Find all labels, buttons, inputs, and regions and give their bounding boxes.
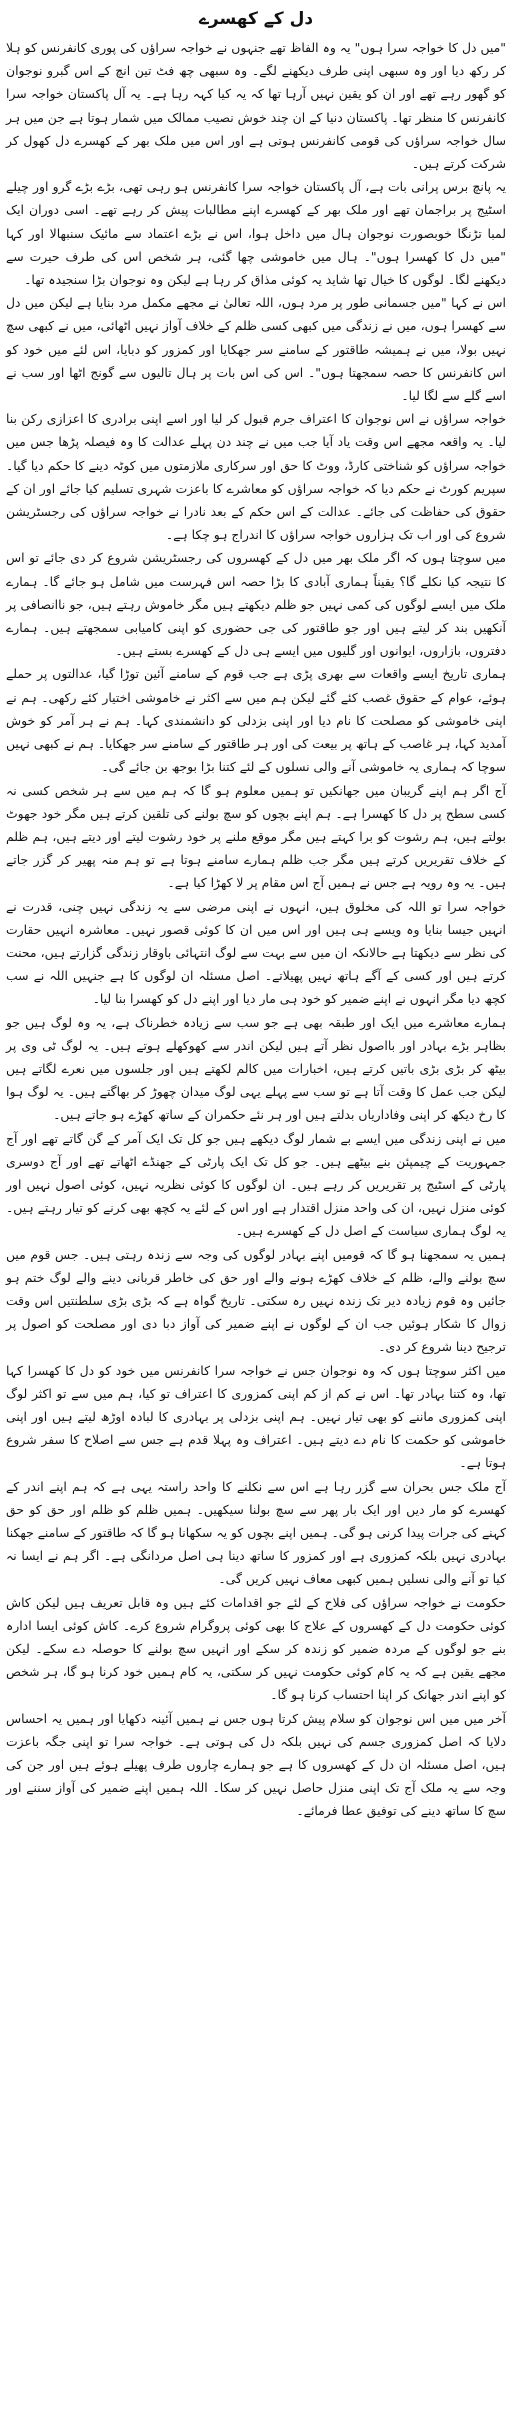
body-paragraph: میں اکثر سوچتا ہوں کہ وہ نوجوان جس نے خواجہ سرا کانفرنس میں خود کو دل کا کھسرا کہا تھا، وہ کتنا بہادر تھا۔ اس نے کم از کم اپنی کمزوری کا اعتراف تو کیا، ہم میں سے تو اکثر لوگ اپنی کمزوری ماننے کو بھی تیار نہیں۔ ہم اپنی بزدلی پر بہادری کا لبادہ اوڑھ لیتے ہیں اور اپنی خاموشی کو حکمت کا نام دے دیتے ہیں۔ اعتراف وہ پہلا قدم ہے جس سے اصلاح کا سفر شروع ہوتا ہے۔ [6,1362,506,1471]
body-paragraph: خواجہ سرا تو اللہ کی مخلوق ہیں، انہوں نے اپنی مرضی سے یہ زندگی نہیں چنی، قدرت نے انہیں جیسا بنایا وہ ویسے ہی ہیں اور اس میں ان کا کوئی قصور نہیں۔ معاشرہ انہیں حقارت کی نظر سے دیکھتا ہے حالانکہ ان میں سے بہت سے لوگ انتہائی باوقار زندگی گزارتے ہیں، محنت کرتے ہیں اور کسی کے آگے ہاتھ نہیں پھیلاتے۔ اصل مسئلہ ان لوگوں کا ہے جنہیں اللہ نے سب کچھ دیا مگر انہوں نے اپنے ضمیر کو خود ہی مار دیا اور اپنے دل کو کھسرا بنا لیا۔ [6,898,506,1007]
body-paragraph: خواجہ سراؤں نے اس نوجوان کا اعتراف جرم قبول کر لیا اور اسے اپنی برادری کا اعزازی رکن بنا لیا۔ یہ واقعہ مجھے اس وقت یاد آیا جب میں نے چند دن پہلے عدالت کا وہ فیصلہ پڑھا جس میں خواجہ سراؤں کو شناختی کارڈ، ووٹ کا حق اور سرکاری ملازمتوں میں کوٹہ دینے کا حکم دیا گیا۔ سپریم کورٹ نے حکم دیا کہ خواجہ سراؤں کو معاشرے کا باعزت شہری تسلیم کیا جائے اور ان کے حقوق کی حفاظت کی جائے۔ عدالت کے اس حکم کے بعد نادرا نے خواجہ سراؤں کی رجسٹریشن شروع کی اور اب تک ہزاروں خواجہ سراؤں کا اندراج ہو چکا ہے۔ [6,411,506,543]
body-paragraph: میں سوچتا ہوں کہ اگر ملک بھر میں دل کے کھسروں کی رجسٹریشن شروع کر دی جائے تو اس کا نتیجہ کیا نکلے گا؟ یقیناً ہماری آبادی کا بڑا حصہ اس فہرست میں شامل ہو جائے گا۔ ہمارے ملک میں ایسے لوگوں کی کمی نہیں جو ظلم دیکھتے ہیں مگر خاموش رہتے ہیں، جو ناانصافی پر آنکھیں بند کر لیتے ہیں اور جو طاقتور کی جی حضوری کو اپنی کامیابی سمجھتے ہیں۔ ہمارے دفتروں، بازاروں، ایوانوں اور گلیوں میں ایسے ہی دل کے کھسرے بستے ہیں۔ [6,550,506,659]
body-paragraph: "میں دل کا خواجہ سرا ہوں" یہ وہ الفاظ تھے جنہوں نے خواجہ سراؤں کی پوری کانفرنس کو ہلا کر رکھ دیا اور وہ سبھی اپنی طرف دیکھنے لگے۔ وہ سبھی چھ فٹ تین انچ کے اس گبرو نوجوان کو گھور رہے تھے اور ان کو یقین نہیں آرہا تھا کہ یہ کیا کہہ رہا ہے۔ یہ آل پاکستان خواجہ سرا کانفرنس کا منظر تھا۔ پاکستان دنیا کے ان چند خوش نصیب ممالک میں شمار ہوتا ہے جن میں ہر سال خواجہ سراؤں کی قومی کانفرنس ہوتی ہے اور اس میں ملک بھر کے کھسرے دل کھول کر شرکت کرتے ہیں۔ [6,40,506,172]
body-paragraph: ہماری تاریخ ایسے واقعات سے بھری پڑی ہے جب قوم کے سامنے آئین توڑا گیا، عدالتوں پر حملے ہوئے، عوام کے حقوق غصب کئے گئے لیکن ہم میں سے اکثر نے خاموشی اختیار کئے رکھی۔ ہم نے اپنی خاموشی کو مصلحت کا نام دیا اور اپنی بزدلی کو دانشمندی کہا۔ ہم نے ہر آمر کو خوش آمدید کہا، ہر غاصب کے ہاتھ پر بیعت کی اور ہر طاقتور کے سامنے سر جھکایا۔ ہم نے کبھی نہیں سوچا کہ ہماری یہ خاموشی آنے والی نسلوں کے لئے کتنا بڑا بوجھ بن جائے گی۔ [6,666,506,775]
body-paragraph: آج اگر ہم اپنے گریبان میں جھانکیں تو ہمیں معلوم ہو گا کہ ہم میں سے ہر شخص کسی نہ کسی سطح پر دل کا کھسرا ہے۔ ہم اپنے بچوں کو سچ بولنے کی تلقین کرتے ہیں مگر خود جھوٹ بولتے ہیں، ہم رشوت کو برا کہتے ہیں مگر موقع ملنے پر خود رشوت لیتے اور دیتے ہیں، ہم ظلم کے خلاف تقریریں کرتے ہیں مگر جب ظلم ہمارے سامنے ہوتا ہے تو ہم منہ پھیر کر گزر جاتے ہیں۔ یہ وہ رویہ ہے جس نے ہمیں آج اس مقام پر لا کھڑا کیا ہے۔ [6,782,506,891]
body-paragraph: ہمارے معاشرے میں ایک اور طبقہ بھی ہے جو سب سے زیادہ خطرناک ہے، یہ وہ لوگ ہیں جو بظاہر بڑے بہادر اور بااصول نظر آتے ہیں لیکن اندر سے کھوکھلے ہوتے ہیں۔ یہ لوگ ٹی وی پر بیٹھ کر بڑی بڑی باتیں کرتے ہیں، اخبارات میں کالم لکھتے ہیں اور جلسوں میں نعرے لگاتے ہیں لیکن جب عمل کا وقت آتا ہے تو سب سے پہلے یہی لوگ میدان چھوڑ کر بھاگتے ہیں۔ یہ لوگ ہوا کا رخ دیکھ کر اپنی وفاداریاں بدلتے ہیں اور ہر نئے حکمران کے ساتھ کھڑے ہو جاتے ہیں۔ [6,1014,506,1123]
column-title: دل کے کھسرے [198,9,314,29]
body-paragraph: آج ملک جس بحران سے گزر رہا ہے اس سے نکلنے کا واحد راستہ یہی ہے کہ ہم اپنے اندر کے کھسرے کو مار دیں اور ایک بار پھر سے سچ بولنا سیکھیں۔ ہمیں ظلم کو ظلم اور حق کو حق کہنے کی جرات پیدا کرنی ہو گی۔ ہمیں اپنے بچوں کو یہ سکھانا ہو گا کہ طاقتور کے سامنے جھکنا بہادری نہیں بلکہ کمزوری ہے اور کمزور کا ساتھ دینا ہی اصل مردانگی ہے۔ اگر ہم نے ایسا نہ کیا تو آنے والی نسلیں ہمیں کبھی معاف نہیں کریں گی۔ [6,1478,506,1587]
body-paragraph: ہمیں یہ سمجھنا ہو گا کہ قومیں اپنے بہادر لوگوں کی وجہ سے زندہ رہتی ہیں۔ جس قوم میں سچ بولنے والے، ظلم کے خلاف کھڑے ہونے والے اور حق کی خاطر قربانی دینے والے لوگ ختم ہو جائیں وہ قوم زیادہ دیر تک زندہ نہیں رہ سکتی۔ تاریخ گواہ ہے کہ بڑی بڑی سلطنتیں اس وقت زوال کا شکار ہوئیں جب ان کے لوگوں نے اپنے ضمیر کی آواز دبا دی اور مصلحت کو اصول پر ترجیح دینا شروع کر دی۔ [6,1246,506,1355]
body-paragraph: آخر میں میں اس نوجوان کو سلام پیش کرتا ہوں جس نے ہمیں آئینہ دکھایا اور ہمیں یہ احساس دلایا کہ اصل کمزوری جسم کی نہیں بلکہ دل کی ہوتی ہے۔ خواجہ سرا تو اپنی جگہ باعزت ہیں، اصل مسئلہ ان دل کے کھسروں کا ہے جو ہمارے چاروں طرف پھیلے ہوئے ہیں اور جن کی وجہ سے یہ ملک آج تک اپنی منزل حاصل نہیں کر سکا۔ اللہ ہمیں اپنے ضمیر کی آواز سننے اور سچ کا ساتھ دینے کی توفیق عطا فرمائے۔ [6,1710,506,1819]
body-paragraph: حکومت نے خواجہ سراؤں کی فلاح کے لئے جو اقدامات کئے ہیں وہ قابل تعریف ہیں لیکن کاش کوئی حکومت دل کے کھسروں کے علاج کا بھی کوئی پروگرام شروع کرے۔ کاش کوئی ایسا ادارہ بنے جو لوگوں کے مردہ ضمیر کو زندہ کر سکے اور انہیں سچ بولنے کا حوصلہ دے سکے۔ لیکن مجھے یقین ہے کہ یہ کام کوئی حکومت نہیں کر سکتی، یہ کام ہمیں خود کرنا ہو گا، ہر شخص کو اپنے اندر جھانک کر اپنا احتساب کرنا ہو گا۔ [6,1594,506,1703]
column-body [6,36,506,1823]
body-paragraph: اس نے کہا "میں جسمانی طور پر مرد ہوں، اللہ تعالیٰ نے مجھے مکمل مرد بنایا ہے لیکن میں دل سے کھسرا ہوں، میں نے زندگی میں کبھی کسی ظلم کے خلاف آواز نہیں اٹھائی، میں نے کبھی سچ نہیں بولا، میں نے ہمیشہ طاقتور کے سامنے سر جھکایا اور کمزور کو دبایا، اس لئے میں خود کو اس کانفرنس کا حصہ سمجھتا ہوں"۔ اس کی اس بات پر ہال تالیوں سے گونج اٹھا اور سب نے اسے گلے سے لگا لیا۔ [6,295,506,404]
body-paragraph: میں نے اپنی زندگی میں ایسے بے شمار لوگ دیکھے ہیں جو کل تک ایک آمر کے گن گاتے تھے اور آج جمہوریت کے چیمپئن بنے بیٹھے ہیں۔ جو کل تک ایک پارٹی کے جھنڈے اٹھاتے تھے اور آج دوسری پارٹی کے اسٹیج پر تقریریں کر رہے ہیں۔ ان لوگوں کا کوئی نظریہ نہیں، کوئی اصول نہیں اور کوئی منزل نہیں، ان کی واحد منزل اقتدار ہے اور اس کے لئے یہ کچھ بھی کرنے کو تیار رہتے ہیں۔ یہ لوگ ہماری سیاست کے اصل دل کے کھسرے ہیں۔ [6,1130,506,1239]
body-paragraph: یہ پانچ برس پرانی بات ہے، آل پاکستان خواجہ سرا کانفرنس ہو رہی تھی، بڑے بڑے گرو اور چیلے اسٹیج پر براجمان تھے اور ملک بھر کے کھسرے اپنے مطالبات پیش کر رہے تھے۔ اسی دوران ایک لمبا تڑنگا خوبصورت نوجوان ہال میں داخل ہوا، اس نے بڑے اعتماد سے مائیک سنبھالا اور کہا "میں دل کا کھسرا ہوں"۔ ہال میں خاموشی چھا گئی، ہر شخص اس کی طرف حیرت سے دیکھنے لگا۔ لوگوں کا خیال تھا شاید یہ کوئی مذاق کر رہا ہے لیکن وہ نوجوان بڑا سنجیدہ تھا۔ [6,179,506,288]
